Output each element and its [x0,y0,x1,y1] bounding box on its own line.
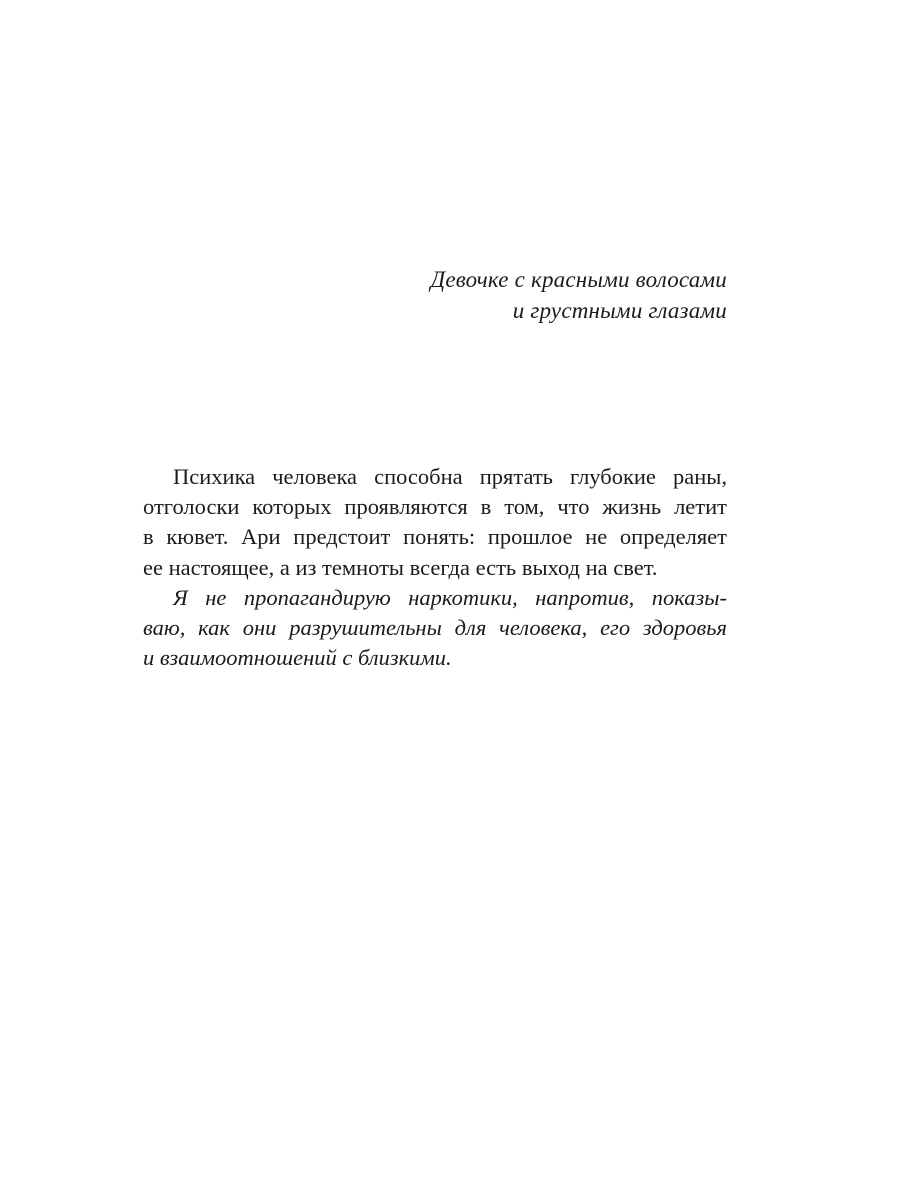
text-line: ваю, как они разрушительны для человека, его здоровья [143,615,727,641]
annotation-text [143,462,727,673]
text-line: Я не пропагандирую наркотики, напротив, показы- [173,584,727,610]
text-line: и взаимоотношений с близкими. [143,645,452,671]
text-line: отголоски которых проявляются в том, что жизнь летит [143,494,727,520]
text-line: Психика человека способна прятать глубокие раны, [173,464,727,489]
text-line: ее настоящее, а из темноты всегда есть выход на свет. [143,554,658,580]
paragraph-annotation [143,462,727,583]
dedication-line: и грустными глазами [512,298,727,323]
dedication [207,264,727,326]
dedication-line: Девочке с красными волосами [430,267,727,292]
paragraph-author-note [143,583,727,674]
text-line: в кювет. Ари предстоит понять: прошлое не определяет [143,524,727,550]
